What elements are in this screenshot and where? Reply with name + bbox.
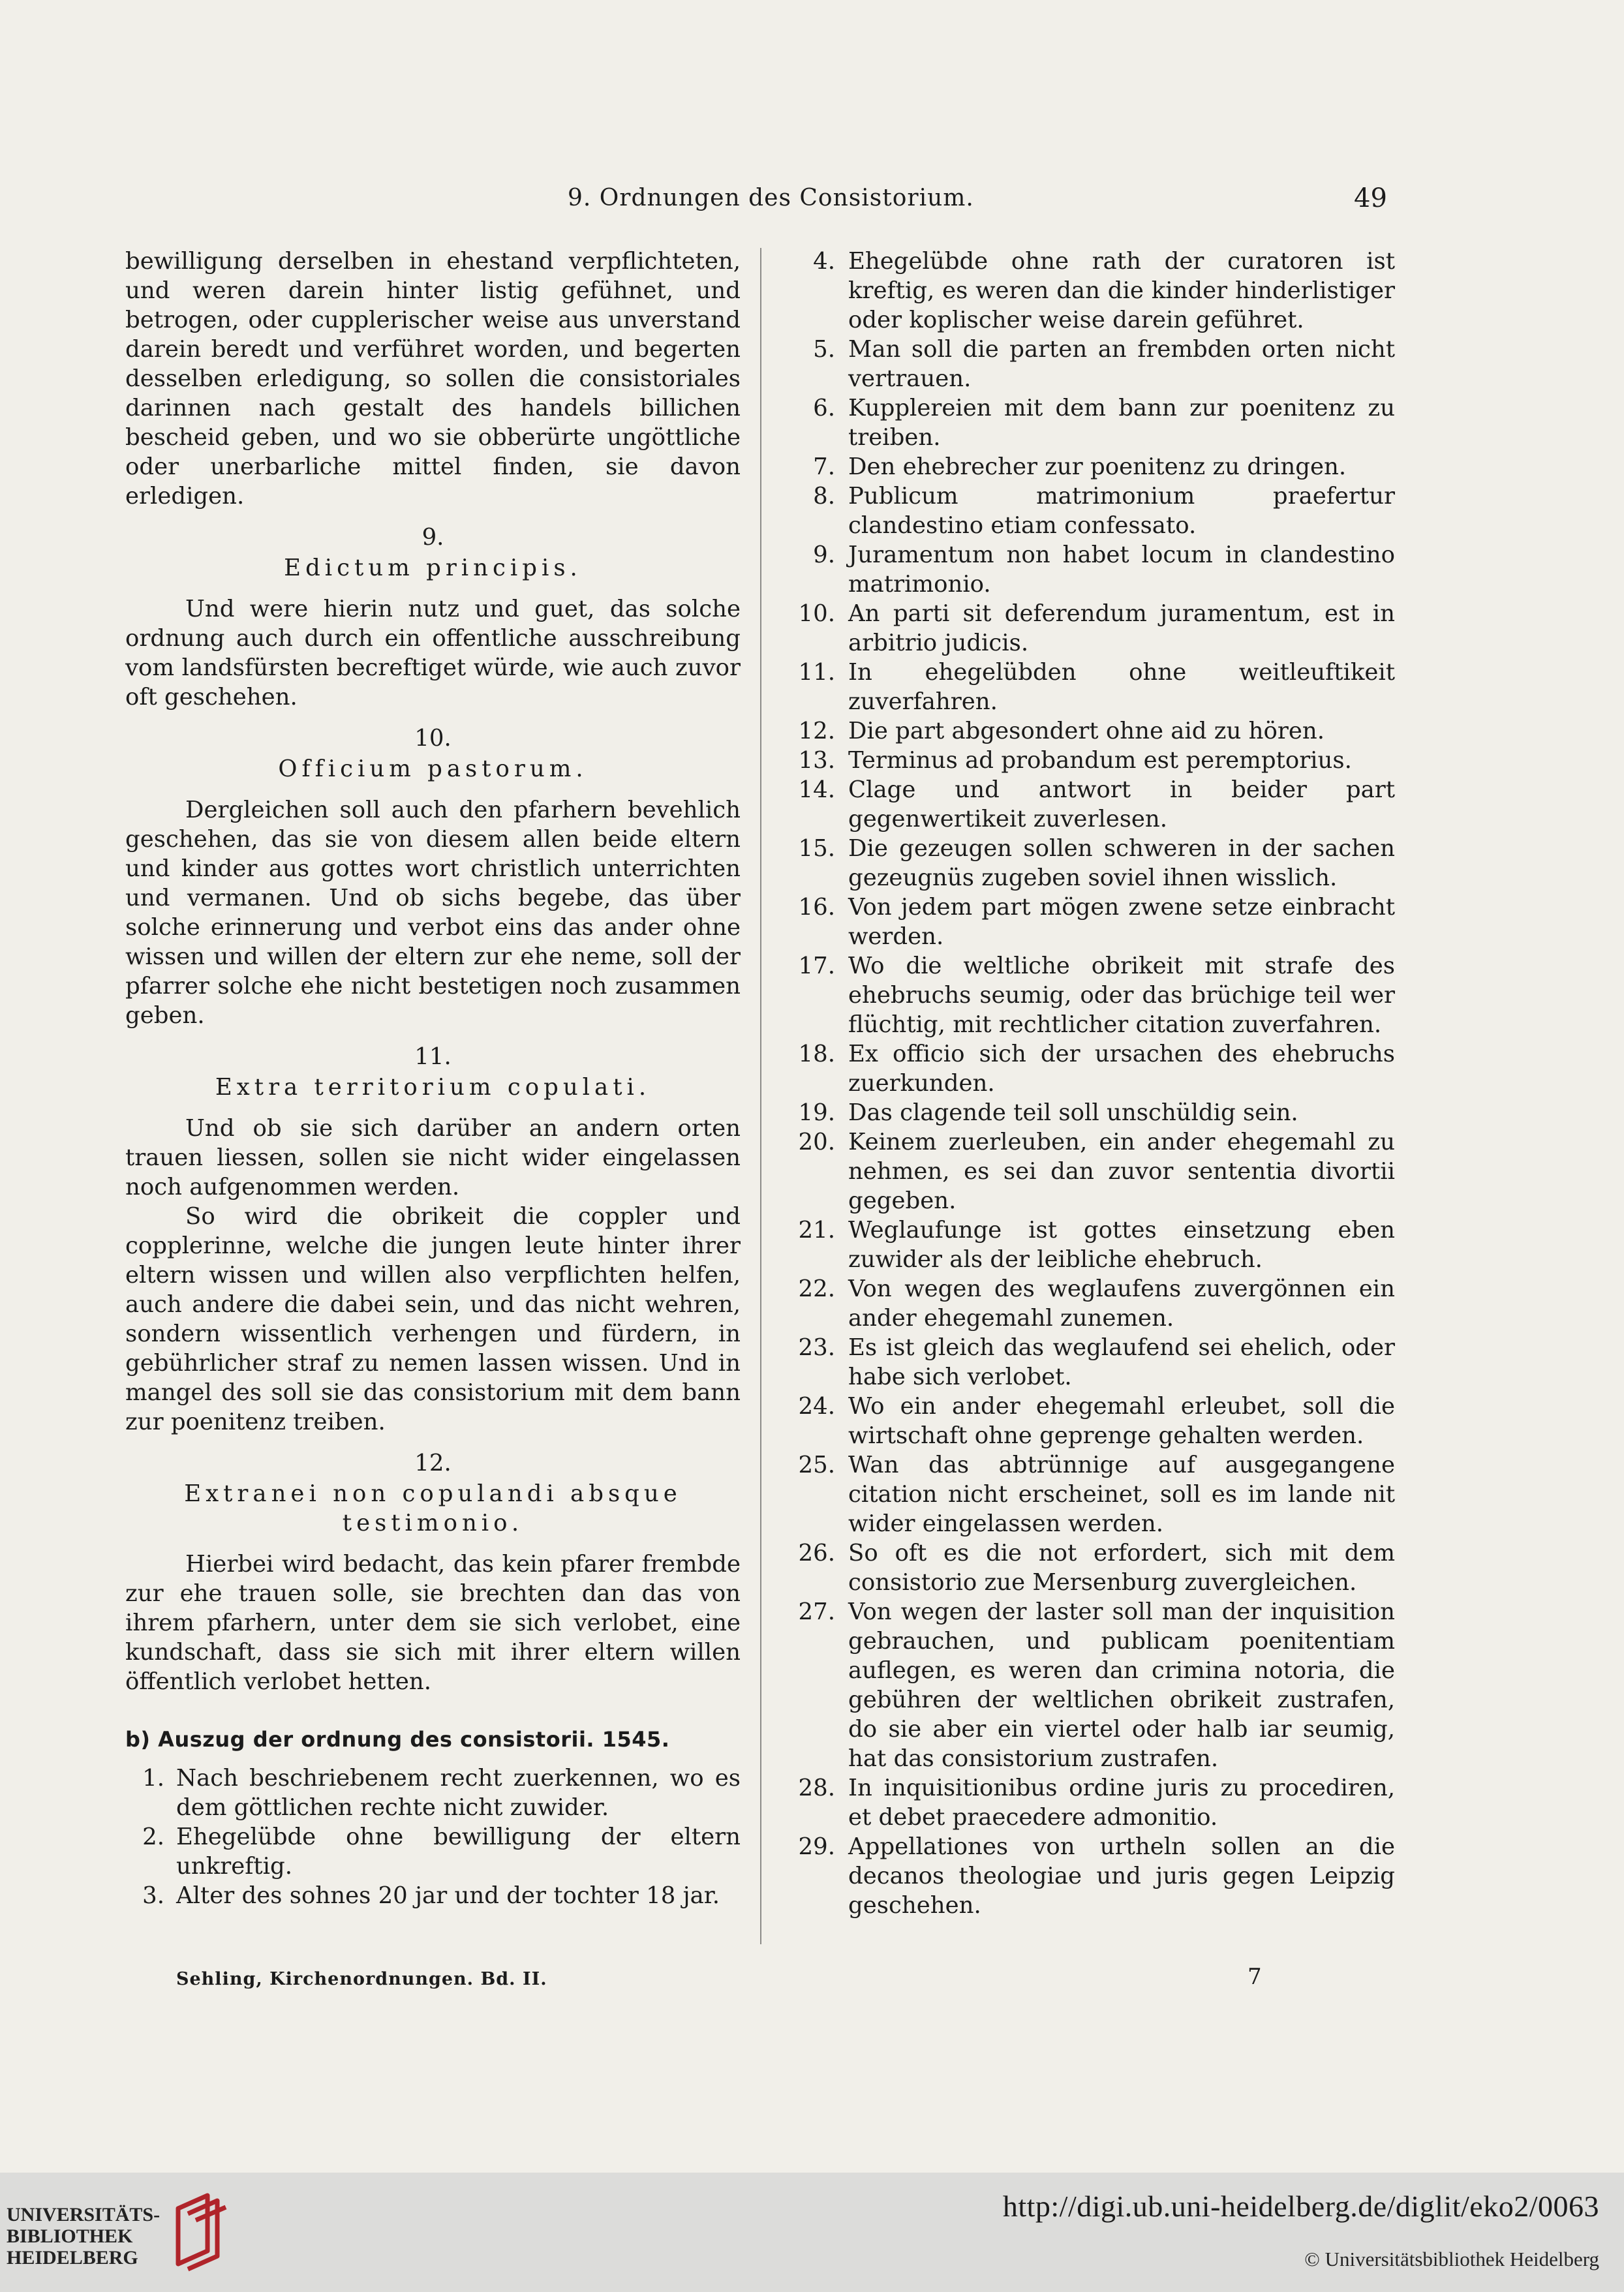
list-item xyxy=(783,1215,1395,1274)
item-text: Von wegen des weglaufens zuvergönnen ein ander ehegemahl zunemen. xyxy=(848,1276,1395,1332)
list-item xyxy=(783,1597,1395,1773)
paragraph: Und were hierin nutz und guet, das solche ordnung auch durch ein offentliche ausschreibung vom landsfürsten becreftiget würde, wie auch zuvor oft geschehen. xyxy=(125,596,741,711)
item-number: 24. xyxy=(798,1393,835,1420)
list-item xyxy=(783,1773,1395,1832)
list-item xyxy=(783,658,1395,716)
list-item xyxy=(783,834,1395,893)
item-number: 14. xyxy=(798,776,835,803)
logo-line: UNIVERSITÄTS- xyxy=(7,2204,161,2225)
item-text: Keinem zuerleuben, ein ander ehegemahl zu nehmen, es sei dan zuvor sententia divortii gegeben. xyxy=(848,1129,1395,1214)
item-number: 10. xyxy=(798,600,835,627)
item-text: Es ist gleich das weglaufend sei ehelich, oder habe sich verlobet. xyxy=(848,1334,1395,1390)
footer-source: Sehling, Kirchenordnungen. Bd. II. xyxy=(176,1969,547,1989)
library-logo-icon xyxy=(162,2189,234,2274)
section-title: Extranei non copulandi absque testimonio. xyxy=(184,1480,682,1536)
list-item xyxy=(125,1881,741,1910)
running-head-title: 9. Ordnungen des Consistorium. xyxy=(568,185,974,211)
section-title: Officium pastorum. xyxy=(278,756,588,782)
item-number: 2. xyxy=(142,1824,164,1850)
item-text: Weglaufunge ist gottes einsetzung eben zuwider als der leibliche ehebruch. xyxy=(848,1217,1395,1273)
list-item xyxy=(783,599,1395,658)
left-column xyxy=(125,247,741,1910)
right-column xyxy=(783,247,1395,1920)
item-number: 12. xyxy=(798,718,835,744)
item-text: Die gezeugen sollen schweren in der sachen gezeugnüs zugeben soviel ihnen wisslich. xyxy=(848,835,1395,891)
item-text: Ehegelübde ohne rath der curatoren ist kreftig, es weren dan die kinder hinderlistiger oder koplischer weise darein geführet. xyxy=(848,248,1395,333)
running-head xyxy=(0,185,1624,224)
list-item xyxy=(783,746,1395,775)
list-item xyxy=(125,1822,741,1881)
item-text: In ehegelübden ohne weitleuftikeit zuverfahren. xyxy=(848,659,1395,715)
item-number: 3. xyxy=(142,1882,164,1909)
section-number: 12. xyxy=(414,1450,452,1476)
list-item xyxy=(783,951,1395,1039)
item-text: Wan das abtrünnige auf ausgegangene citation nicht erscheinet, soll es im lande nit wider eingelassen werden. xyxy=(848,1452,1395,1537)
item-text: Nach beschriebenem recht zuerkennen, wo es dem göttlichen rechte nicht zuwider. xyxy=(176,1765,741,1821)
item-text: Clage und antwort in beider part gegenwertikeit zuverlesen. xyxy=(848,776,1395,833)
list-item xyxy=(783,247,1395,335)
logo-line: BIBLIOTHEK xyxy=(7,2225,133,2247)
paragraph: Und ob sie sich darüber an andern orten trauen liessen, sollen sie nicht wider eingelassen noch aufgenommen werden. xyxy=(125,1115,741,1200)
paragraph: bewilligung derselben in ehestand verpflichteten, und weren darein hinter listig gefühnet, und betrogen, oder cupplerischer weise aus unverstand darein beredt und verführet worden, und begerten desselben erledigung, so sollen die consistoriales darinnen nach gestalt des handels billichen bescheid geben, und wo sie obberürte ungöttliche oder unerbarliche mittel finden, sie davon erledigen. xyxy=(125,248,741,510)
item-number: 23. xyxy=(798,1334,835,1361)
page-number: 49 xyxy=(1354,183,1387,213)
item-text: Terminus ad probandum est peremptorius. xyxy=(848,747,1352,774)
item-number: 15. xyxy=(798,835,835,862)
item-text: Von wegen der laster soll man der inquisition gebrauchen, und publicam poenitentiam auflegen, es weren dan crimina notoria, die gebühren der weltlichen obrikeit zustrafen, do sie aber ein viertel oder halb iar seumig, hat das consistorium zustrafen. xyxy=(848,1598,1395,1772)
list-item xyxy=(783,775,1395,834)
item-number: 20. xyxy=(798,1129,835,1155)
paragraph: Hierbei wird bedacht, das kein pfarer frembde zur ehe trauen solle, sie brechten dan das von ihrem pfarhern, unter dem sie sich verlobet, eine kundschaft, dass sie sich mit ihrer eltern willen öffentlich verlobet hetten. xyxy=(125,1551,741,1695)
column-divider xyxy=(760,248,761,1944)
list-item xyxy=(783,540,1395,599)
copyright-notice: © Universitätsbibliothek Heidelberg xyxy=(1304,2248,1599,2270)
item-number: 4. xyxy=(813,248,835,275)
item-number: 26. xyxy=(798,1540,835,1566)
item-number: 9. xyxy=(813,542,835,568)
item-number: 25. xyxy=(798,1452,835,1478)
item-number: 8. xyxy=(813,483,835,510)
item-text: In inquisitionibus ordine juris zu procediren, et debet praecedere admonitio. xyxy=(848,1775,1395,1831)
list-item xyxy=(783,1098,1395,1127)
signature-mark: 7 xyxy=(1248,1964,1262,1990)
item-text: So oft es die not erfordert, sich mit dem consistorio zue Mersenburg zuvergleichen. xyxy=(848,1540,1395,1596)
item-text: Publicum matrimonium praefertur clandestino etiam confessato. xyxy=(848,483,1395,539)
logo-line: HEIDELBERG xyxy=(7,2247,138,2269)
item-text: Wo ein ander ehegemahl erleubet, soll die wirtschaft ohne geprenge gehalten werden. xyxy=(848,1393,1395,1449)
item-text: Juramentum non habet locum in clandestino matrimonio. xyxy=(848,542,1395,598)
list-item xyxy=(783,716,1395,746)
paragraph: Dergleichen soll auch den pfarhern bevehlich geschehen, das sie von diesem allen beide eltern und kinder aus gottes wort christlich unterrichten und vermanen. Und ob sichs begebe, das über solche erinnerung und verbot eins das ander ohne wissen und willen der eltern zur ehe neme, soll der pfarrer solche ehe nicht bestetigen noch zusammen geben. xyxy=(125,797,741,1029)
list-item xyxy=(783,1450,1395,1538)
item-number: 18. xyxy=(798,1041,835,1067)
section-number: 11. xyxy=(414,1043,452,1070)
list-item xyxy=(783,1333,1395,1392)
item-number: 11. xyxy=(798,659,835,686)
item-number: 29. xyxy=(798,1833,835,1860)
section-number: 10. xyxy=(414,725,452,752)
list-item xyxy=(783,1039,1395,1098)
item-text: Kupplereien mit dem bann zur poenitenz zu treiben. xyxy=(848,395,1395,451)
item-text: Wo die weltliche obrikeit mit strafe des ehebruchs seumig, oder das brüchige teil wer flüchtig, mit rechtlicher citation zuverfahren. xyxy=(848,953,1395,1038)
item-text: Den ehebrecher zur poenitenz zu dringen. xyxy=(848,453,1347,480)
item-number: 28. xyxy=(798,1775,835,1801)
paragraph: So wird die obrikeit die coppler und copplerinne, welche die jungen leute hinter ihrer eltern wissen und willen also verpflichten helfen, auch andere die dabei sein, und das nicht wehren, sondern wissentlich verhengen und fürdern, in gebührlicher straf zu nemen lassen wissen. Und in mangel des soll sie das consistorium mit dem bann zur poenitenz treiben. xyxy=(125,1203,741,1435)
item-text: Alter des sohnes 20 jar und der tochter 18 jar. xyxy=(176,1882,720,1909)
list-item xyxy=(783,1538,1395,1597)
list-item xyxy=(783,893,1395,951)
page-url-link[interactable]: http://digi.ub.uni-heidelberg.de/diglit/eko2/0063 xyxy=(1002,2190,1599,2223)
list-item xyxy=(783,1392,1395,1450)
item-text: An parti sit deferendum juramentum, est in arbitrio judicis. xyxy=(848,600,1395,656)
item-number: 16. xyxy=(798,894,835,921)
list-item xyxy=(783,452,1395,481)
library-logo-text xyxy=(7,2204,160,2269)
list-item xyxy=(125,1764,741,1822)
item-text: Von jedem part mögen zwene setze einbracht werden. xyxy=(848,894,1395,950)
item-text: Die part abgesondert ohne aid zu hören. xyxy=(848,718,1325,744)
item-number: 6. xyxy=(813,395,835,421)
item-text: Man soll die parten an frembden orten nicht vertrauen. xyxy=(848,336,1395,392)
section-number: 9. xyxy=(421,524,444,551)
item-number: 17. xyxy=(798,953,835,979)
list-item xyxy=(783,1832,1395,1920)
item-text: Appellationes von urtheln sollen an die decanos theologiae und juris gegen Leipzig geschehen. xyxy=(848,1833,1395,1919)
subsection-heading: b) Auszug der ordnung des consistorii. 1545. xyxy=(125,1727,670,1752)
item-number: 13. xyxy=(798,747,835,774)
item-text: Ehegelübde ohne bewilligung der eltern unkreftig. xyxy=(176,1824,741,1880)
list-item xyxy=(783,335,1395,393)
item-number: 27. xyxy=(798,1598,835,1625)
item-number: 1. xyxy=(142,1765,164,1792)
item-number: 7. xyxy=(813,453,835,480)
item-number: 21. xyxy=(798,1217,835,1244)
list-item xyxy=(783,1274,1395,1333)
item-number: 5. xyxy=(813,336,835,363)
item-number: 19. xyxy=(798,1099,835,1126)
list-item xyxy=(783,1127,1395,1215)
item-text: Ex officio sich der ursachen des ehebruchs zuerkunden. xyxy=(848,1041,1395,1097)
list-item xyxy=(783,481,1395,540)
list-item xyxy=(783,393,1395,452)
item-number: 22. xyxy=(798,1276,835,1302)
section-title: Edictum principis. xyxy=(284,555,582,581)
section-title: Extra territorium copulati. xyxy=(215,1074,651,1101)
item-text: Das clagende teil soll unschüldig sein. xyxy=(848,1099,1298,1126)
